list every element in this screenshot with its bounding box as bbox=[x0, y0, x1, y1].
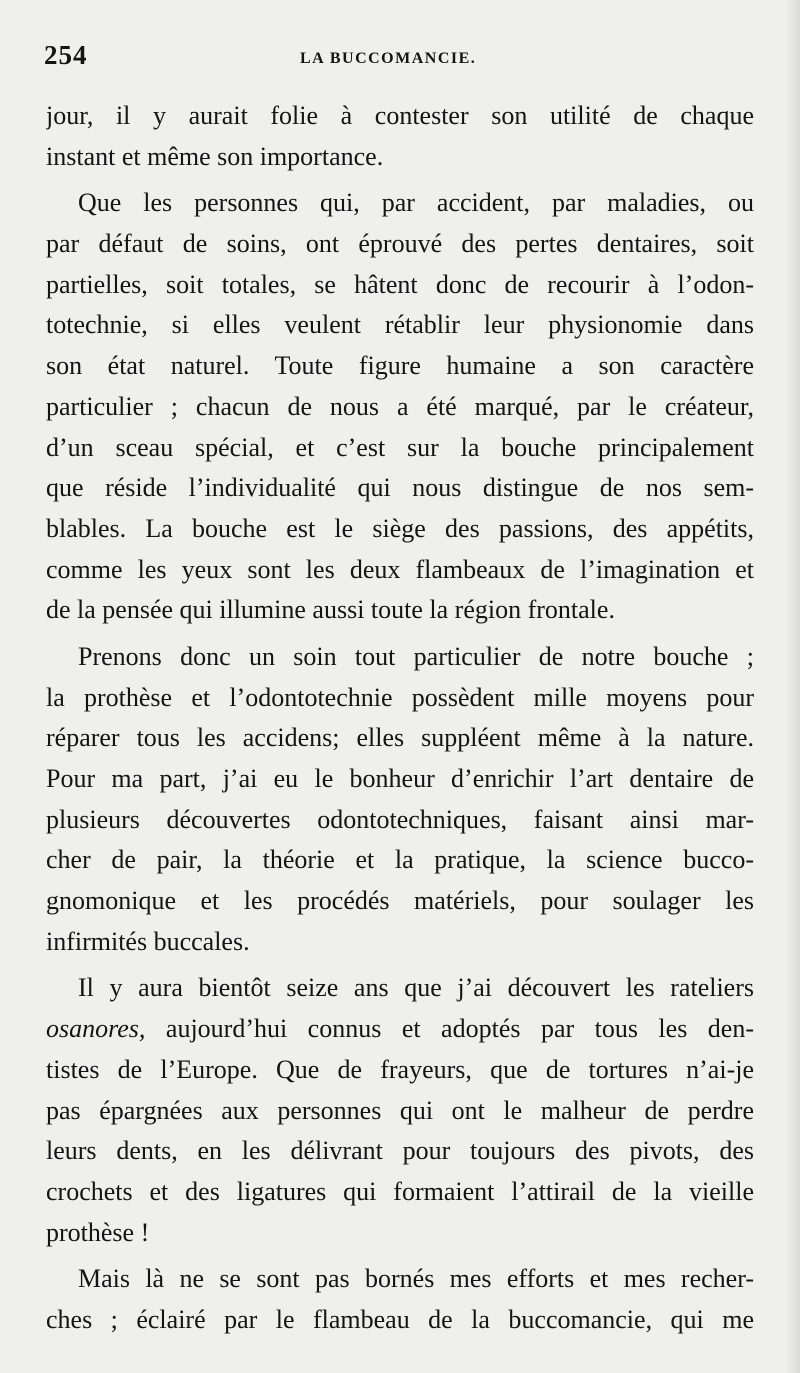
paragraph-1 bbox=[46, 96, 754, 177]
text-line: particulier ; chacun de nous a été marqué, par le créateur, bbox=[46, 391, 754, 421]
page-number: 254 bbox=[44, 40, 88, 70]
page-header bbox=[44, 40, 754, 80]
paragraph-3 bbox=[46, 637, 754, 963]
text-line: partielles, soit totales, se hâtent donc de recourir à l’odon- bbox=[46, 269, 754, 299]
running-title: LA BUCCOMANCIE. bbox=[300, 50, 477, 67]
text-line bbox=[46, 1009, 754, 1050]
paragraph-5 bbox=[46, 1259, 754, 1340]
text-line: prothèse ! bbox=[46, 1217, 150, 1247]
text-line: gnomonique et les procédés matériels, pour soulager les bbox=[46, 886, 754, 916]
italic-term: osanores, bbox=[46, 1014, 146, 1044]
text-line: cher de pair, la théorie et la pratique, la science bucco- bbox=[46, 845, 754, 875]
text-line: infirmités buccales. bbox=[46, 926, 250, 956]
text-line: Il y aura bientôt seize ans que j’ai découvert les rateliers bbox=[78, 973, 754, 1003]
text-line: Pour ma part, j’ai eu le bonheur d’enrichir l’art dentaire de bbox=[46, 764, 754, 793]
text-line: par défaut de soins, ont éprouvé des pertes dentaires, soit bbox=[46, 229, 754, 259]
paragraph-2 bbox=[46, 183, 754, 631]
text-line: de la pensée qui illumine aussi toute la région frontale. bbox=[46, 595, 615, 625]
text-line: Mais là ne se sont pas bornés mes efforts et mes recher- bbox=[78, 1264, 754, 1294]
text-line: tistes de l’Europe. Que de frayeurs, que de tortures n’ai-je bbox=[46, 1054, 754, 1084]
text-line: comme les yeux sont les deux flambeaux de l’imagination et bbox=[46, 554, 754, 584]
text-line: que réside l’individualité qui nous distingue de nos sem- bbox=[46, 473, 754, 503]
text-line: blables. La bouche est le siège des passions, des appétits, bbox=[46, 513, 754, 543]
text-line: ches ; éclairé par le flambeau de la buccomancie, qui me bbox=[46, 1304, 754, 1334]
text-line: plusieurs découvertes odontotechniques, faisant ainsi mar- bbox=[46, 804, 754, 834]
text-fragment: aujourd’hui connus et adoptés par tous les den- bbox=[145, 1014, 754, 1044]
text-line: réparer tous les accidens; elles suppléent même à la nature. bbox=[46, 723, 754, 753]
text-line: son état naturel. Toute figure humaine a son caractère bbox=[46, 351, 754, 381]
text-line: instant et même son importance. bbox=[46, 141, 384, 171]
text-line: totechnie, si elles veulent rétablir leur physionomie dans bbox=[46, 310, 754, 340]
text-line: leurs dents, en les délivrant pour toujours des pivots, des bbox=[46, 1136, 754, 1166]
text-line: crochets et des ligatures qui formaient l’attirail de la vieille bbox=[46, 1176, 754, 1206]
text-line: la prothèse et l’odontotechnie possèdent mille moyens pour bbox=[46, 682, 754, 712]
body-text bbox=[46, 96, 754, 1341]
text-line: Que les personnes qui, par accident, par maladies, ou bbox=[78, 188, 754, 218]
text-line: jour, il y aurait folie à contester son utilité de chaque bbox=[46, 101, 754, 130]
text-line: d’un sceau spécial, et c’est sur la bouche principalement bbox=[46, 432, 754, 462]
text-line: Prenons donc un soin tout particulier de notre bouche ; bbox=[78, 641, 754, 671]
text-line: pas épargnées aux personnes qui ont le malheur de perdre bbox=[46, 1095, 754, 1125]
paragraph-4 bbox=[46, 968, 754, 1253]
